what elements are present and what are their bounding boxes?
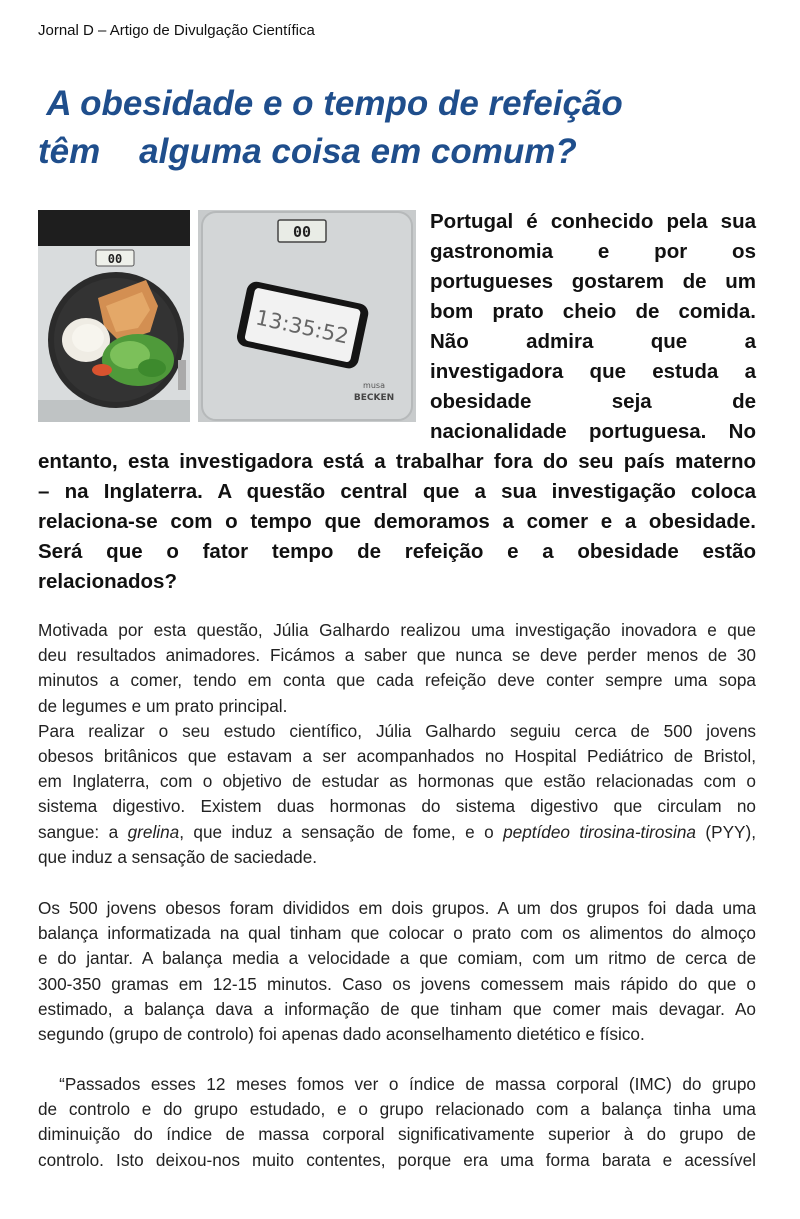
svg-text:BECKEN: BECKEN — [353, 393, 395, 403]
body-line: Para realizar o seu estudo científico, Júlia Galhardo seguiu cerca de 500 jovens — [38, 720, 756, 741]
lead-line: bom prato cheio de comida. — [430, 300, 756, 323]
photo-phone-on-scale — [198, 210, 416, 422]
lead-line: relaciona-se com o tempo que demoramos a comer e a obesidade. — [38, 510, 756, 533]
svg-text:musa: musa — [363, 381, 385, 390]
lead-line: gastronomia e por os — [430, 240, 756, 263]
body-line: de legumes e um prato principal. — [38, 695, 288, 716]
body-line: segundo (grupo de controlo) foi apenas dado aconselhamento dietético e físico. — [38, 1024, 645, 1045]
lead-line: entanto, esta investigadora está a trabalhar fora do seu país materno — [38, 450, 756, 473]
lead-line: nacionalidade portuguesa. No — [430, 420, 756, 443]
lead-line: Não admira que a — [430, 330, 756, 353]
body-line: controlo. Isto deixou-nos muito contentes, porque era uma forma barata e acessível — [38, 1149, 756, 1170]
title-line-1: A obesidade e o tempo de refeição — [38, 84, 623, 123]
term-pyy: peptídeo tirosina-tirosina — [503, 821, 696, 842]
body-line: e do jantar. A balança media a velocidade a que comiam, com um ritmo de cerca de — [38, 948, 756, 969]
body-line: que induz a sensação de saciedade. — [38, 846, 318, 867]
lead-paragraph-right — [430, 207, 756, 447]
body-line-hormones — [38, 820, 756, 845]
body-line: sistema digestivo. Existem duas hormonas do sistema digestivo que circulam no — [38, 796, 756, 817]
body-line: minutos a comer, tendo em conta que cada refeição deve conter sempre uma sopa — [38, 670, 756, 691]
lead-line: obesidade seja de — [430, 390, 756, 413]
phone-scale-illustration — [198, 210, 416, 422]
lead-line: investigadora que estuda a — [430, 360, 756, 383]
article-title — [38, 80, 778, 176]
svg-text:13:35:52: 13:35:52 — [253, 305, 351, 349]
body-line: diminuição do índice de massa corporal significativamente superior à do grupo de — [38, 1124, 756, 1145]
lead-line: Portugal é conhecido pela sua — [430, 210, 756, 233]
plate-illustration — [38, 210, 190, 422]
body-line: balança informatizada na qual tinham que colocar o prato com os alimentos do almoço — [38, 923, 756, 944]
lead-paragraph-full — [38, 447, 756, 597]
photo-plate-on-scale — [38, 210, 190, 422]
svg-text:00: 00 — [107, 252, 123, 266]
svg-text:00: 00 — [292, 223, 312, 241]
body-paragraph-4 — [38, 1072, 756, 1173]
body-line: obesos britânicos que estavam a ser acompanhados no Hospital Pediátrico de Bristol, — [38, 746, 756, 767]
title-line-2: têm alguma coisa em comum? — [38, 132, 577, 171]
text-run: , que induz a sensação de fome, e o — [179, 821, 504, 842]
body-line: em Inglaterra, com o objetivo de estudar as hormonas que estão relacionadas com o — [38, 771, 756, 792]
body-line: Os 500 jovens obesos foram divididos em dois grupos. A um dos grupos foi dada uma — [38, 898, 756, 918]
body-paragraph-3 — [38, 896, 756, 1047]
lead-line: portugueses gostarem de um — [430, 270, 756, 293]
lead-line: Será que o fator tempo de refeição e a obesidade estão — [38, 540, 756, 563]
body-paragraphs-1-2 — [38, 618, 756, 870]
lead-line: relacionados? — [38, 570, 177, 593]
body-line: estimado, a balança dava a informação de que tinham que comer mais devagar. Ao — [38, 998, 756, 1019]
text-run: (PYY), — [695, 821, 757, 842]
journal-header: Jornal D – Artigo de Divulgação Científica — [38, 22, 315, 39]
lead-line: – na Inglaterra. A questão central que a sua investigação coloca — [38, 480, 756, 503]
body-line: “Passados esses 12 meses fomos ver o índice de massa corporal (IMC) do grupo — [38, 1074, 756, 1094]
body-line: de controlo e do grupo estudado, e o grupo relacionado com a balança tinha uma — [38, 1099, 756, 1120]
text-run: sangue: a — [38, 821, 128, 842]
term-grelina: grelina — [127, 821, 180, 842]
body-line: 300-350 gramas em 12-15 minutos. Caso os jovens comessem mais rápido do que o — [38, 973, 756, 994]
body-line: Motivada por esta questão, Júlia Galhardo realizou uma investigação inovadora e que — [38, 620, 756, 640]
body-line: deu resultados animadores. Ficámos a saber que nunca se deve perder menos de 30 — [38, 645, 756, 666]
